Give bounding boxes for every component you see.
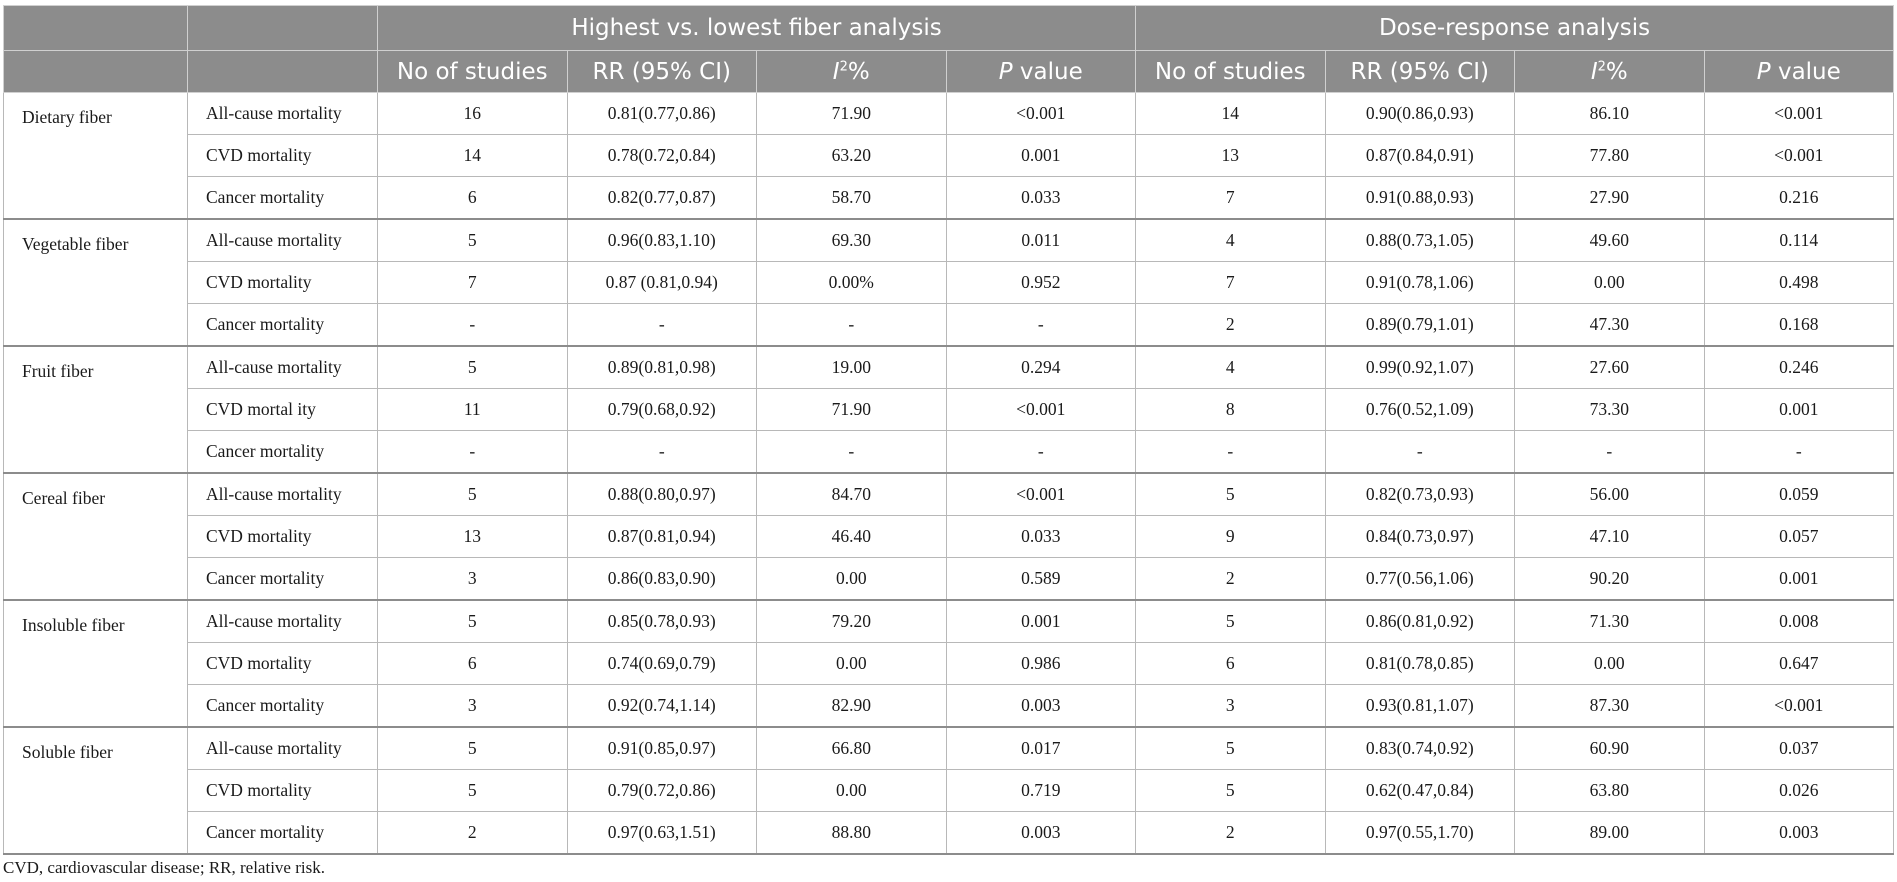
cell-dr-rr: 0.99(0.92,1.07) [1325,346,1515,389]
cell-hl-p-value: 0.003 [946,685,1136,728]
outcome-cell: CVD mortality [188,516,378,558]
cell-hl-i2: 71.90 [757,93,947,135]
cell-hl-i2: 58.70 [757,177,947,220]
table-row [4,262,1894,304]
cell-hl-i2: 0.00% [757,262,947,304]
cell-hl-rr: 0.89(0.81,0.98) [567,346,757,389]
cell-dr-n-studies: 2 [1136,558,1326,601]
cell-dr-n-studies: 3 [1136,685,1326,728]
outcome-cell: All-cause mortality [188,219,378,262]
cell-dr-n-studies: 2 [1136,812,1326,855]
table-row [4,643,1894,685]
outcome-cell: CVD mortal ity [188,389,378,431]
outcome-cell: CVD mortality [188,643,378,685]
fiber-type-cell: Cereal fiber [4,473,188,600]
outcome-cell: CVD mortality [188,262,378,304]
cell-hl-n-studies: 6 [378,643,568,685]
outcome-cell: CVD mortality [188,770,378,812]
cell-hl-n-studies: 6 [378,177,568,220]
table-row [4,135,1894,177]
cell-hl-p-value: 0.033 [946,177,1136,220]
cell-dr-rr: 0.91(0.78,1.06) [1325,262,1515,304]
cell-dr-rr: 0.84(0.73,0.97) [1325,516,1515,558]
cell-dr-rr: 0.88(0.73,1.05) [1325,219,1515,262]
cell-dr-n-studies: 7 [1136,262,1326,304]
subheader-blank-fiber [4,51,188,93]
cell-hl-p-value: 0.294 [946,346,1136,389]
cell-hl-p-value: 0.017 [946,727,1136,770]
col-dr-n-studies: No of studies [1136,51,1326,93]
cell-dr-n-studies: 2 [1136,304,1326,347]
cell-hl-rr: 0.91(0.85,0.97) [567,727,757,770]
cell-dr-i2: 27.60 [1515,346,1705,389]
cell-dr-p-value: 0.003 [1704,812,1894,855]
cell-dr-rr: 0.93(0.81,1.07) [1325,685,1515,728]
cell-dr-i2: 56.00 [1515,473,1705,516]
cell-hl-rr: 0.79(0.72,0.86) [567,770,757,812]
table-row [4,812,1894,855]
cell-hl-i2: - [757,304,947,347]
cell-hl-p-value: 0.033 [946,516,1136,558]
cell-dr-n-studies: 9 [1136,516,1326,558]
cell-hl-rr: 0.96(0.83,1.10) [567,219,757,262]
cell-dr-p-value: <0.001 [1704,685,1894,728]
table-header [4,6,1894,93]
cell-dr-rr: 0.97(0.55,1.70) [1325,812,1515,855]
cell-dr-i2: 86.10 [1515,93,1705,135]
cell-dr-rr: 0.82(0.73,0.93) [1325,473,1515,516]
table-row [4,177,1894,220]
table-row [4,685,1894,728]
cell-hl-i2: 79.20 [757,600,947,643]
cell-hl-rr: 0.74(0.69,0.79) [567,643,757,685]
cell-dr-i2: 89.00 [1515,812,1705,855]
cell-dr-rr: - [1325,431,1515,474]
cell-dr-i2: 73.30 [1515,389,1705,431]
outcome-cell: All-cause mortality [188,346,378,389]
cell-dr-n-studies: 5 [1136,473,1326,516]
cell-hl-n-studies: 13 [378,516,568,558]
cell-hl-p-value: <0.001 [946,473,1136,516]
table-row [4,727,1894,770]
cell-dr-i2: 0.00 [1515,643,1705,685]
fiber-type-cell: Soluble fiber [4,727,188,854]
cell-hl-n-studies: 16 [378,93,568,135]
cell-hl-n-studies: - [378,304,568,347]
outcome-cell: Cancer mortality [188,304,378,347]
table-row [4,304,1894,347]
col-hl-n-studies: No of studies [378,51,568,93]
cell-hl-rr: 0.86(0.83,0.90) [567,558,757,601]
cell-dr-i2: 60.90 [1515,727,1705,770]
cell-dr-p-value: 0.216 [1704,177,1894,220]
cell-hl-n-studies: 2 [378,812,568,855]
cell-dr-n-studies: 6 [1136,643,1326,685]
cell-dr-p-value: <0.001 [1704,135,1894,177]
cell-dr-n-studies: 5 [1136,770,1326,812]
cell-hl-p-value: - [946,304,1136,347]
cell-dr-rr: 0.83(0.74,0.92) [1325,727,1515,770]
table-body [4,93,1894,855]
cell-hl-rr: 0.85(0.78,0.93) [567,600,757,643]
cell-hl-rr: 0.79(0.68,0.92) [567,389,757,431]
outcome-cell: All-cause mortality [188,473,378,516]
cell-dr-i2: - [1515,431,1705,474]
table-row [4,431,1894,474]
cell-hl-i2: 0.00 [757,770,947,812]
cell-hl-p-value: <0.001 [946,93,1136,135]
cell-hl-p-value: 0.001 [946,135,1136,177]
header-blank-outcome [188,6,378,51]
outcome-cell: CVD mortality [188,135,378,177]
fiber-type-cell: Dietary fiber [4,93,188,220]
cell-hl-i2: 84.70 [757,473,947,516]
cell-hl-rr: 0.88(0.80,0.97) [567,473,757,516]
cell-dr-i2: 47.10 [1515,516,1705,558]
cell-hl-rr: 0.92(0.74,1.14) [567,685,757,728]
cell-dr-i2: 71.30 [1515,600,1705,643]
col-dr-rr: RR (95% CI) [1325,51,1515,93]
cell-hl-i2: 66.80 [757,727,947,770]
cell-hl-i2: 82.90 [757,685,947,728]
cell-dr-n-studies: 14 [1136,93,1326,135]
cell-hl-i2: 69.30 [757,219,947,262]
cell-hl-rr: 0.82(0.77,0.87) [567,177,757,220]
cell-dr-n-studies: 5 [1136,600,1326,643]
cell-dr-rr: 0.87(0.84,0.91) [1325,135,1515,177]
cell-dr-n-studies: 13 [1136,135,1326,177]
cell-hl-rr: 0.87(0.81,0.94) [567,516,757,558]
cell-dr-n-studies: 8 [1136,389,1326,431]
fiber-type-cell: Vegetable fiber [4,219,188,346]
cell-dr-p-value: 0.246 [1704,346,1894,389]
header-highest-vs-lowest: Highest vs. lowest fiber analysis [378,6,1136,51]
cell-dr-p-value: 0.008 [1704,600,1894,643]
outcome-cell: All-cause mortality [188,600,378,643]
outcome-cell: All-cause mortality [188,727,378,770]
cell-hl-i2: 0.00 [757,558,947,601]
cell-hl-n-studies: - [378,431,568,474]
cell-dr-rr: 0.89(0.79,1.01) [1325,304,1515,347]
header-dose-response: Dose-response analysis [1136,6,1894,51]
cell-hl-n-studies: 5 [378,219,568,262]
cell-dr-p-value: 0.026 [1704,770,1894,812]
fiber-type-cell: Insoluble fiber [4,600,188,727]
cell-hl-rr: 0.81(0.77,0.86) [567,93,757,135]
table-footnote: CVD, cardiovascular disease; RR, relative risk. [3,858,325,877]
outcome-cell: All-cause mortality [188,93,378,135]
header-blank-fiber [4,6,188,51]
cell-hl-i2: 88.80 [757,812,947,855]
cell-dr-i2: 87.30 [1515,685,1705,728]
results-table-container [3,5,1893,855]
cell-dr-n-studies: - [1136,431,1326,474]
cell-hl-p-value: 0.011 [946,219,1136,262]
cell-hl-p-value: <0.001 [946,389,1136,431]
table-row [4,219,1894,262]
table-row [4,93,1894,135]
cell-dr-n-studies: 4 [1136,346,1326,389]
cell-hl-n-studies: 3 [378,558,568,601]
table-row [4,346,1894,389]
cell-hl-i2: 71.90 [757,389,947,431]
cell-hl-n-studies: 3 [378,685,568,728]
col-hl-i2: $I^2\%$ [757,51,947,93]
col-dr-p-value: P value [1704,51,1894,93]
cell-hl-p-value: 0.003 [946,812,1136,855]
cell-hl-n-studies: 5 [378,473,568,516]
subheader-blank-outcome [188,51,378,93]
cell-dr-p-value: 0.037 [1704,727,1894,770]
table-row [4,770,1894,812]
cell-hl-rr: 0.87 (0.81,0.94) [567,262,757,304]
cell-hl-i2: 63.20 [757,135,947,177]
cell-hl-n-studies: 5 [378,346,568,389]
cell-hl-rr: - [567,431,757,474]
col-dr-i2: $I^2\%$ [1515,51,1705,93]
table-row [4,516,1894,558]
fiber-mortality-table [3,5,1894,855]
cell-hl-p-value: - [946,431,1136,474]
table-row [4,473,1894,516]
cell-dr-p-value: 0.114 [1704,219,1894,262]
col-hl-rr: RR (95% CI) [567,51,757,93]
cell-hl-i2: 0.00 [757,643,947,685]
cell-dr-p-value: 0.057 [1704,516,1894,558]
cell-hl-n-studies: 5 [378,770,568,812]
cell-hl-n-studies: 5 [378,727,568,770]
cell-dr-rr: 0.91(0.88,0.93) [1325,177,1515,220]
cell-dr-i2: 63.80 [1515,770,1705,812]
cell-dr-p-value: <0.001 [1704,93,1894,135]
cell-dr-i2: 0.00 [1515,262,1705,304]
cell-hl-n-studies: 11 [378,389,568,431]
cell-dr-rr: 0.62(0.47,0.84) [1325,770,1515,812]
cell-hl-p-value: 0.986 [946,643,1136,685]
fiber-type-cell: Fruit fiber [4,346,188,473]
cell-dr-i2: 47.30 [1515,304,1705,347]
cell-hl-rr: 0.78(0.72,0.84) [567,135,757,177]
outcome-cell: Cancer mortality [188,177,378,220]
cell-dr-p-value: 0.059 [1704,473,1894,516]
cell-dr-n-studies: 4 [1136,219,1326,262]
outcome-cell: Cancer mortality [188,812,378,855]
cell-dr-p-value: - [1704,431,1894,474]
cell-dr-rr: 0.90(0.86,0.93) [1325,93,1515,135]
outcome-cell: Cancer mortality [188,558,378,601]
cell-dr-p-value: 0.498 [1704,262,1894,304]
cell-dr-i2: 49.60 [1515,219,1705,262]
cell-dr-i2: 90.20 [1515,558,1705,601]
cell-dr-rr: 0.81(0.78,0.85) [1325,643,1515,685]
cell-dr-rr: 0.77(0.56,1.06) [1325,558,1515,601]
cell-dr-n-studies: 7 [1136,177,1326,220]
cell-dr-i2: 27.90 [1515,177,1705,220]
cell-dr-p-value: 0.001 [1704,389,1894,431]
cell-hl-i2: 19.00 [757,346,947,389]
table-row [4,389,1894,431]
cell-hl-rr: 0.97(0.63,1.51) [567,812,757,855]
cell-hl-rr: - [567,304,757,347]
cell-dr-rr: 0.76(0.52,1.09) [1325,389,1515,431]
cell-dr-rr: 0.86(0.81,0.92) [1325,600,1515,643]
cell-dr-n-studies: 5 [1136,727,1326,770]
table-row [4,558,1894,601]
col-hl-p-value: P value [946,51,1136,93]
cell-hl-n-studies: 7 [378,262,568,304]
cell-dr-p-value: 0.168 [1704,304,1894,347]
cell-dr-p-value: 0.647 [1704,643,1894,685]
cell-hl-i2: - [757,431,947,474]
outcome-cell: Cancer mortality [188,431,378,474]
cell-hl-i2: 46.40 [757,516,947,558]
cell-dr-p-value: 0.001 [1704,558,1894,601]
table-row [4,600,1894,643]
cell-hl-p-value: 0.001 [946,600,1136,643]
cell-hl-n-studies: 14 [378,135,568,177]
outcome-cell: Cancer mortality [188,685,378,728]
cell-dr-i2: 77.80 [1515,135,1705,177]
cell-hl-p-value: 0.952 [946,262,1136,304]
cell-hl-n-studies: 5 [378,600,568,643]
cell-hl-p-value: 0.719 [946,770,1136,812]
cell-hl-p-value: 0.589 [946,558,1136,601]
